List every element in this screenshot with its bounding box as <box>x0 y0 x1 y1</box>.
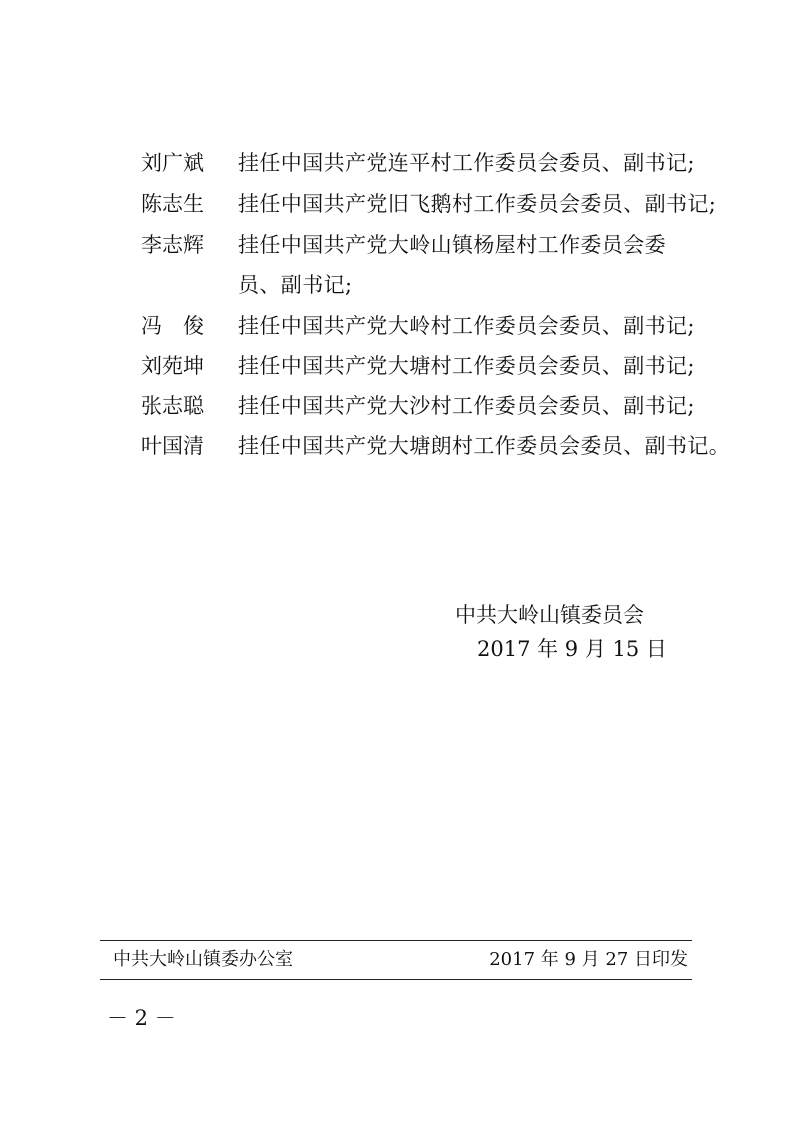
person-name: 李志辉 <box>141 233 204 257</box>
appointment-duty: 挂任中国共产党大岭山镇杨屋村工作委员会委 <box>238 233 666 257</box>
person-name: 冯 俊 <box>141 314 204 338</box>
appointment-duty: 挂任中国共产党连平村工作委员会委员、副书记; <box>238 151 695 175</box>
footer-bottom-rule <box>100 979 692 980</box>
person-name: 刘广斌 <box>141 151 204 175</box>
signing-organization: 中共大岭山镇委员会 <box>455 603 644 627</box>
appointment-duty: 挂任中国共产党大塘村工作委员会委员、副书记; <box>238 354 695 378</box>
person-name: 叶国清 <box>141 434 204 458</box>
footer-top-rule <box>100 940 692 941</box>
appointment-duty: 挂任中国共产党大岭村工作委员会委员、副书记; <box>238 314 695 338</box>
person-name: 刘苑坤 <box>141 354 204 378</box>
signing-date: 2017 年 9 月 15 日 <box>477 637 667 661</box>
appointment-duty: 挂任中国共产党旧飞鹅村工作委员会委员、副书记; <box>238 192 717 216</box>
issuance-footer <box>100 945 692 975</box>
issue-date: 2017 年 9 月 27 日印发 <box>489 949 688 970</box>
person-name: 陈志生 <box>141 192 204 216</box>
person-name: 张志聪 <box>141 394 204 418</box>
appointment-duty: 挂任中国共产党大沙村工作委员会委员、副书记; <box>238 394 695 418</box>
appointment-duty-continuation: 员、副书记; <box>238 273 353 297</box>
appointment-duty: 挂任中国共产党大塘朗村工作委员会委员、副书记。 <box>238 434 731 458</box>
page-number: － 2 － <box>107 1006 176 1030</box>
issuing-office: 中共大岭山镇委办公室 <box>113 949 293 970</box>
